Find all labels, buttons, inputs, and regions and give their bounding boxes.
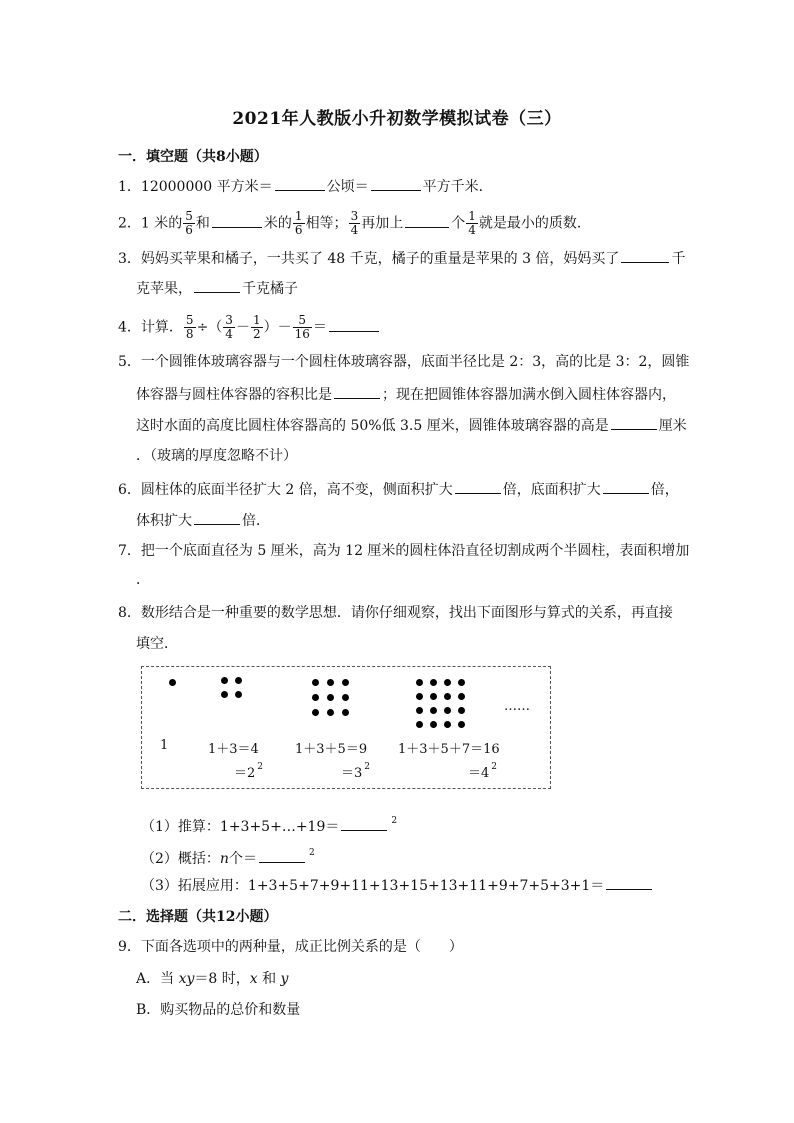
dot bbox=[342, 694, 349, 701]
numerator: 3 bbox=[350, 209, 359, 223]
exponent: 2 bbox=[364, 762, 371, 772]
dot bbox=[416, 693, 423, 700]
numerator: 1 bbox=[252, 313, 261, 327]
equation-4: 1＋3＋5＋7＝16 bbox=[398, 742, 500, 757]
dot bbox=[458, 693, 465, 700]
answer-blank[interactable] bbox=[194, 278, 240, 293]
question-3-line-1 bbox=[118, 248, 685, 269]
dot bbox=[444, 693, 451, 700]
page-title: 2021年人教版小升初数学模拟试卷（三） bbox=[232, 109, 562, 129]
q6-text-e: 倍． bbox=[242, 513, 270, 529]
equation-2: 1＋3＝4 bbox=[208, 742, 259, 757]
q1-text-a: 12000000 平方米＝ bbox=[140, 179, 273, 195]
denominator: 4 bbox=[350, 223, 359, 237]
question-5-line-2 bbox=[136, 384, 676, 405]
q2-text-e: 再加上 bbox=[361, 215, 404, 232]
denominator: 8 bbox=[185, 327, 194, 341]
numerator: 5 bbox=[293, 314, 312, 328]
dot bbox=[444, 707, 451, 714]
dot bbox=[430, 707, 437, 714]
dot bbox=[458, 721, 465, 728]
dot bbox=[327, 694, 334, 701]
q6-text-d: 体积扩大 bbox=[136, 513, 192, 529]
question-6-line-2 bbox=[136, 510, 270, 531]
equation-3: 1＋3＋5＝9 bbox=[295, 742, 368, 757]
q2-text-c: 米的 bbox=[263, 215, 292, 232]
dot bbox=[169, 679, 176, 686]
answer-blank[interactable] bbox=[329, 317, 379, 332]
answer-blank[interactable] bbox=[603, 479, 649, 494]
operator: ）－ bbox=[263, 319, 292, 336]
exponent: 2 bbox=[491, 762, 498, 772]
q8-part-3-text: （3）拓展应用：1+3+5+7+9+11+13+15+13+11+9+7+5+3+1＝ bbox=[141, 878, 605, 894]
exponent: 2 bbox=[308, 848, 315, 858]
numerator: 1 bbox=[468, 209, 476, 223]
dot bbox=[221, 677, 228, 684]
question-8-line-1: 8．数形结合是一种重要的数学思想．请你仔细观察，找出下面图形与算式的关系，再直接 bbox=[118, 605, 673, 621]
operator: － bbox=[235, 319, 250, 336]
variable-x: x bbox=[249, 971, 258, 987]
dot bbox=[327, 709, 334, 716]
fraction bbox=[184, 314, 196, 341]
q1-text-c: 平方千米． bbox=[422, 179, 493, 195]
q8-part-2-text: （2）概括： bbox=[141, 851, 220, 867]
dot-pattern-figure bbox=[141, 666, 551, 789]
q2-text-g: 就是最小的质数． bbox=[478, 215, 591, 232]
answer-blank[interactable] bbox=[334, 384, 380, 399]
numerator: 1 bbox=[294, 209, 303, 223]
section-heading-fill-blank: 一．填空题（共8小题） bbox=[118, 149, 268, 165]
square-base: ＝2 bbox=[234, 766, 256, 781]
question-8-line-2: 填空． bbox=[136, 636, 178, 652]
q2-text-d: 相等； bbox=[305, 215, 348, 232]
denominator: 4 bbox=[225, 327, 233, 341]
dot bbox=[342, 709, 349, 716]
question-3-line-2 bbox=[136, 278, 298, 299]
fraction bbox=[183, 210, 195, 237]
denominator: 6 bbox=[185, 223, 193, 237]
answer-blank[interactable] bbox=[212, 213, 262, 228]
q6-text-a: 6．圆柱体的底面半径扩大 2 倍，高不变，侧面积扩大 bbox=[118, 482, 453, 498]
numerator: 5 bbox=[185, 209, 193, 223]
q3-text: 3．妈妈买苹果和橘子，一共买了 48 千克，橘子的重量是苹果的 3 倍，妈妈买了 bbox=[118, 251, 620, 267]
denominator: 6 bbox=[294, 223, 303, 237]
fraction bbox=[466, 210, 478, 237]
q8-part-1-text: （1）推算：1+3+5+…+19＝ bbox=[141, 819, 340, 835]
question-6-line-1 bbox=[118, 479, 679, 500]
question-8-part-2 bbox=[141, 843, 315, 869]
q8-part-2-text-b: 个＝ bbox=[228, 851, 257, 867]
dot bbox=[416, 707, 423, 714]
q2-number: 2． bbox=[118, 215, 141, 232]
operator: ＝ bbox=[312, 319, 327, 336]
dot bbox=[444, 721, 451, 728]
option-a[interactable] bbox=[136, 969, 288, 989]
dot bbox=[221, 691, 228, 698]
question-9: 9．下面各选项中的两种量，成正比例关系的是（ ） bbox=[118, 939, 463, 955]
fraction bbox=[251, 314, 263, 341]
denominator: 16 bbox=[294, 327, 310, 341]
option-b[interactable]: B．购买物品的总价和数量 bbox=[136, 1002, 301, 1018]
answer-blank[interactable] bbox=[455, 479, 501, 494]
dot bbox=[416, 679, 423, 686]
question-4 bbox=[118, 314, 381, 341]
q5-text-a: 体容器与圆柱体容器的容积比是 bbox=[136, 387, 332, 403]
equation-4-square bbox=[468, 762, 497, 781]
dot bbox=[430, 721, 437, 728]
equation-2-square bbox=[234, 762, 263, 781]
answer-blank[interactable] bbox=[371, 176, 421, 191]
answer-blank[interactable] bbox=[611, 415, 657, 430]
fraction bbox=[293, 210, 305, 237]
dot bbox=[327, 679, 334, 686]
fraction bbox=[223, 314, 235, 341]
question-5-line-4: ．（玻璃的厚度忽略不计） bbox=[136, 448, 297, 464]
option-a-text-b: ＝8 时， bbox=[194, 971, 250, 987]
q2-text-b: 和 bbox=[195, 215, 210, 232]
question-2 bbox=[118, 210, 591, 237]
dot bbox=[458, 707, 465, 714]
equation-1: 1 bbox=[160, 738, 169, 753]
dot bbox=[312, 694, 319, 701]
fraction bbox=[293, 314, 312, 341]
q1-text-b: 公顷＝ bbox=[326, 179, 369, 195]
question-7-line-1: 7．把一个底面直径为 5 厘米，高为 12 厘米的圆柱体沿直径切割成两个半圆柱，表面积增加 bbox=[118, 543, 690, 559]
ellipsis: …… bbox=[504, 699, 530, 714]
dot bbox=[235, 691, 242, 698]
variable-n: n bbox=[219, 851, 229, 867]
q3-text-b: 克苹果， bbox=[136, 281, 192, 297]
q5-text-b: ；现在把圆锥体容器加满水倒入圆柱体容器内， bbox=[382, 387, 676, 403]
q3-text-c: 千克橘子 bbox=[242, 281, 298, 297]
q1-number: 1． bbox=[118, 179, 141, 195]
square-base: ＝4 bbox=[468, 766, 490, 781]
q6-text-b: 倍，底面积扩大 bbox=[502, 482, 601, 498]
variable-y: y bbox=[280, 971, 289, 987]
fraction bbox=[349, 210, 361, 237]
dot bbox=[416, 721, 423, 728]
exponent: 2 bbox=[391, 816, 398, 826]
variable-xy: xy bbox=[178, 971, 195, 987]
dot bbox=[458, 679, 465, 686]
numerator: 3 bbox=[225, 313, 233, 327]
question-8-part-3 bbox=[141, 875, 654, 896]
answer-blank[interactable] bbox=[606, 875, 652, 890]
answer-blank[interactable] bbox=[405, 213, 449, 228]
exponent: 2 bbox=[257, 762, 264, 772]
section-heading-multiple-choice: 二．选择题（共12小题） bbox=[118, 909, 278, 925]
dot bbox=[430, 679, 437, 686]
dot bbox=[235, 677, 242, 684]
question-8-part-1 bbox=[141, 811, 397, 837]
dot bbox=[430, 693, 437, 700]
question-7-line-2: ． bbox=[136, 572, 150, 588]
dot bbox=[444, 679, 451, 686]
q5-text-d: 厘米 bbox=[658, 418, 687, 434]
option-a-text: A．当 bbox=[136, 971, 179, 987]
q6-text-c: 倍， bbox=[650, 482, 679, 498]
q5-text-c: 这时水面的高度比圆柱体容器高的 50%低 3.5 厘米，圆锥体玻璃容器的高是 bbox=[136, 418, 609, 434]
question-1 bbox=[118, 176, 493, 197]
equation-3-square bbox=[341, 762, 370, 781]
question-5-line-3 bbox=[136, 415, 687, 436]
dot bbox=[312, 709, 319, 716]
q2-text-f: 个 bbox=[451, 215, 466, 232]
denominator: 2 bbox=[252, 327, 261, 341]
answer-blank[interactable] bbox=[341, 816, 387, 831]
answer-blank[interactable] bbox=[621, 248, 669, 263]
q2-text-a: 1 米的 bbox=[140, 215, 183, 232]
operator: ÷（ bbox=[196, 319, 223, 336]
dot bbox=[312, 679, 319, 686]
answer-blank[interactable] bbox=[194, 510, 240, 525]
square-base: ＝3 bbox=[341, 766, 363, 781]
answer-blank[interactable] bbox=[275, 176, 325, 191]
numerator: 5 bbox=[185, 313, 194, 327]
denominator: 4 bbox=[468, 223, 476, 237]
question-5-line-1: 5．一个圆锥体玻璃容器与一个圆柱体玻璃容器，底面半径比是 2：3，高的比是 3：2，圆锥 bbox=[118, 354, 690, 370]
q4-label: 4．计算． bbox=[118, 319, 183, 336]
dot bbox=[342, 679, 349, 686]
option-a-text-c: 和 bbox=[257, 971, 281, 987]
answer-blank[interactable] bbox=[259, 848, 305, 863]
q3-text-end: 千 bbox=[671, 251, 686, 267]
